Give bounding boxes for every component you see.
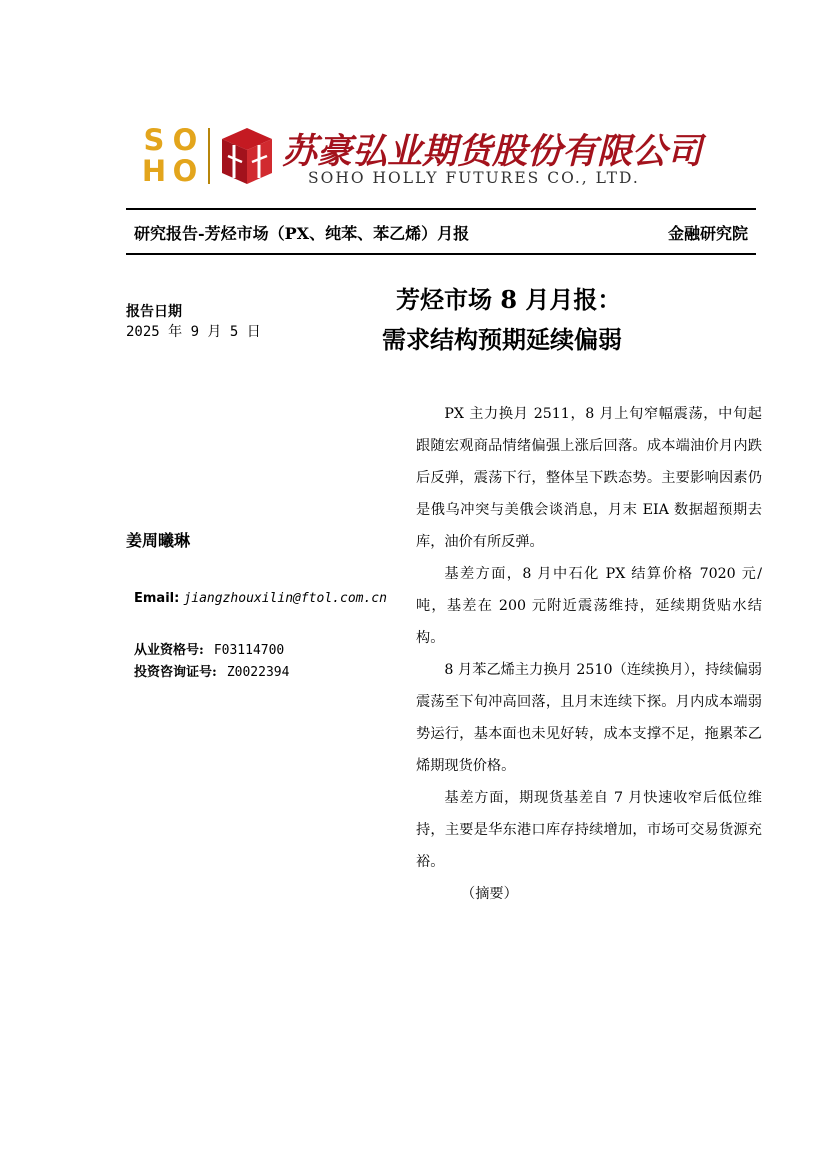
email-row [134,591,387,606]
body-paragraph: 基差方面，期现货基差自 7 月快速收窄后低位维持，主要是华东港口库存持续增加，市场可交易货源充裕。 [416,790,762,870]
consult-cert-label: 投资咨询证号: [134,665,217,680]
consult-cert-number: Z0022394 [226,665,290,680]
summary-label: （摘要） [461,886,518,902]
department: 金融研究院 [667,224,748,243]
report-date: 2025 年 9 月 5 日 [126,324,261,340]
company-logo [140,123,703,192]
body-paragraph: 基差方面，8 月中石化 PX 结算价格 7020 元/吨，基差在 200 元附近震荡维持，延续期货贴水结构。 [416,566,762,646]
header-top-rule [126,208,756,210]
logo-divider [208,128,210,184]
header-bottom-rule [126,253,756,255]
body-paragraph: 8 月苯乙烯主力换月 2510（连续换月），持续偏弱震荡至下旬冲高回落，且月末连续下探。月内成本端弱势运行，基本面也未见好转，成本支撑不足，拖累苯乙烯期现货价格。 [416,662,762,774]
consult-cert-row [134,661,289,680]
company-name-cn: 苏豪弘业期货股份有限公司 [282,131,703,172]
report-title-line1: 芳烃市场 8 月月报： [396,285,622,314]
body-paragraph: PX 主力换月 2511，8 月上旬窄幅震荡，中旬起跟随宏观商品情绪偏强上涨后回落。成本端油价月内跌后反弹，震荡下行，整体呈下跌态势。主要影响因素仍是俄乌冲突与美俄会谈消息，月末 EIA 数据超预期去库，油价有所反弹。 [416,406,762,550]
soho-logo-mark [140,123,200,188]
qualification-number: F03114700 [213,643,285,658]
logo-letter: S [143,123,165,157]
logo-letter: O [172,123,198,157]
logo-letter: H [141,154,167,188]
red-cube-logo-icon [220,126,274,186]
logo-letter: O [172,154,198,188]
email-label: Email: [134,591,180,606]
qualification-row [134,639,284,658]
author-name: 姜周曦琳 [126,531,191,550]
report-type: 研究报告-芳烃市场（PX、纯苯、苯乙烯）月报 [134,224,470,243]
company-name-en: SOHO HOLLY FUTURES CO., LTD. [308,169,640,187]
report-date-label: 报告日期 [126,304,182,320]
qualification-label: 从业资格号: [134,643,204,658]
report-title-line2: 需求结构预期延续偏弱 [382,325,622,354]
report-body [416,398,762,910]
email-address[interactable]: jiangzhouxilin@ftol.com.cn [183,591,387,606]
